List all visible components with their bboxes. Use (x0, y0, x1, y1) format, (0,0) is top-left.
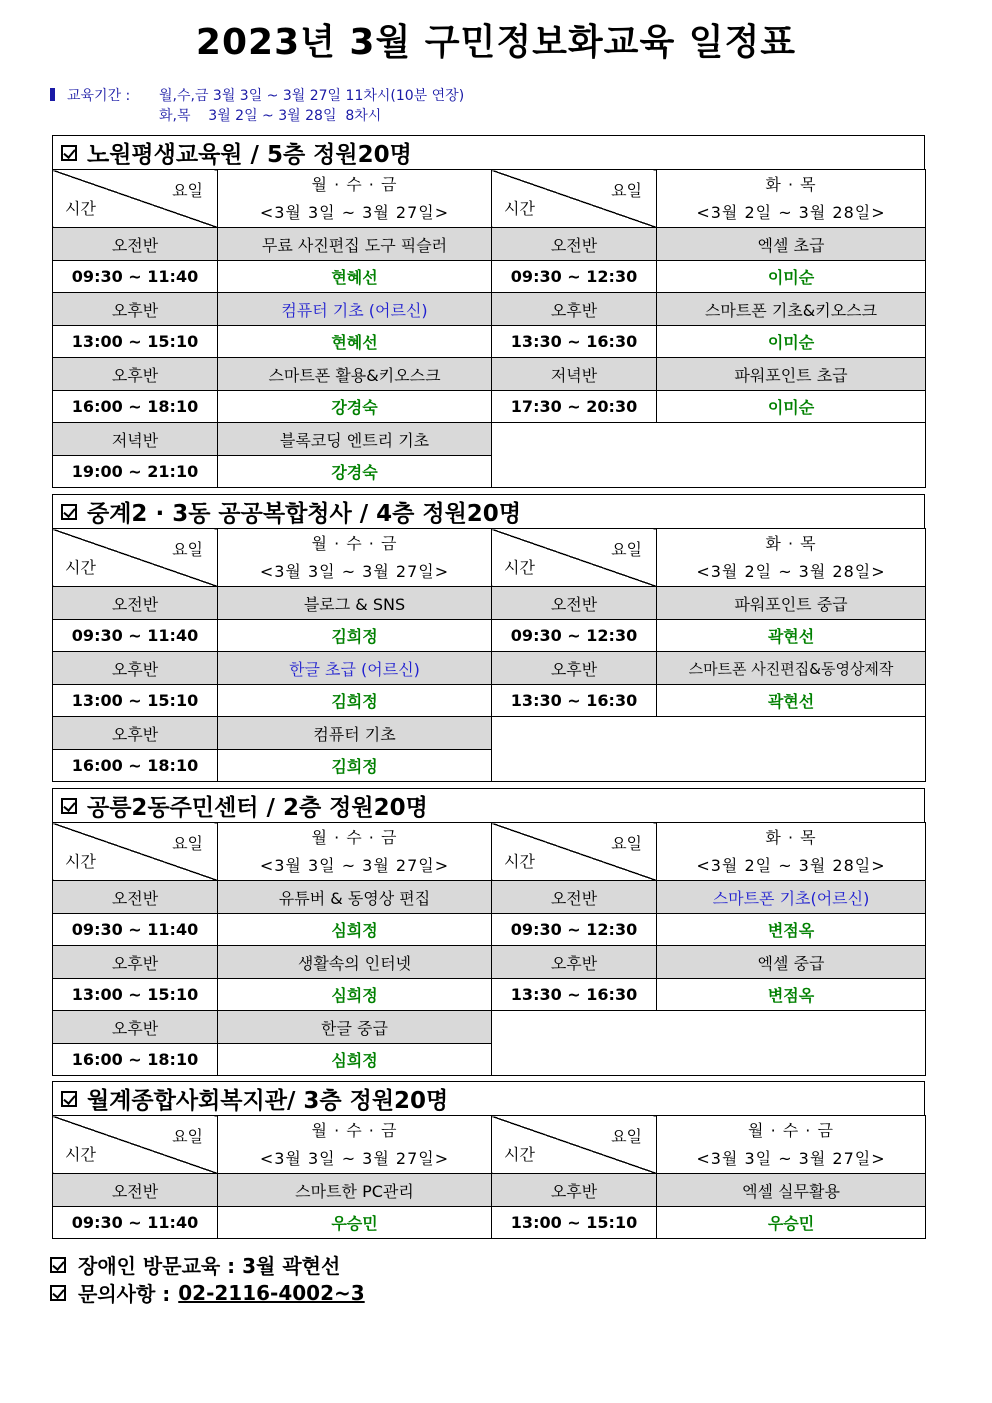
header-time-label: 시간 (504, 852, 535, 871)
class-time: 13:00 ~ 15:10 (53, 979, 218, 1011)
empty-cell (492, 423, 926, 488)
course-name: 스마트폰 사진편집&동영상제작 (657, 652, 926, 685)
header-day-label: 요일 (172, 540, 203, 559)
section-title (52, 494, 925, 528)
header-diagonal-cell (53, 1116, 218, 1174)
class-time: 16:00 ~ 18:10 (53, 1044, 218, 1076)
checkbox-icon (61, 145, 77, 161)
header-time-label: 시간 (65, 1145, 96, 1164)
class-slot: 오전반 (53, 587, 218, 620)
section-title (52, 135, 925, 169)
header-mwf (218, 823, 492, 881)
empty-cell (492, 1011, 926, 1076)
header-time-label: 시간 (504, 1145, 535, 1164)
class-slot: 오전반 (53, 228, 218, 261)
instructor-name: 변점옥 (657, 979, 926, 1011)
label-text: 문의사항 : (78, 1282, 171, 1306)
day-group-label: 월 · 수 · 금 (748, 1120, 834, 1140)
day-group-label: <3월 3일 ~ 3월 27일> (259, 855, 450, 875)
schedule-table (52, 822, 926, 1076)
instructor-name: 우승민 (657, 1207, 926, 1239)
instructor-name: 김희정 (218, 750, 492, 782)
class-slot: 오전반 (492, 587, 657, 620)
class-slot: 저녁반 (53, 423, 218, 456)
label-text: 중계2 · 3동 공공복합청사 / 4층 정원20명 (87, 501, 522, 527)
day-group-label: 월 · 수 · 금 (311, 533, 398, 553)
instructor-name: 곽현선 (657, 620, 926, 652)
day-group-label: 월 · 수 · 금 (311, 174, 398, 194)
instructor-name: 김희정 (218, 685, 492, 717)
section-junggye (52, 494, 925, 782)
label-text: 공릉2동주민센터 / 2층 정원20명 (87, 795, 428, 821)
day-group-label: 화 · 목 (765, 533, 817, 553)
header-mwf (218, 170, 492, 228)
course-name: 스마트폰 기초(어르신) (657, 881, 926, 914)
schedule-table (52, 169, 926, 488)
day-group-label: <3월 3일 ~ 3월 27일> (259, 1148, 450, 1168)
header-time-label: 시간 (65, 558, 96, 577)
label-text: 월계종합사회복지관/ 3층 정원20명 (87, 1088, 449, 1114)
day-group-label: 월 · 수 · 금 (311, 827, 398, 847)
instructor-name: 이미순 (657, 391, 926, 423)
instructor-name: 김희정 (218, 620, 492, 652)
course-name: 블로그 & SNS (218, 587, 492, 620)
footer-contact (50, 1278, 365, 1307)
class-time: 13:30 ~ 16:30 (492, 326, 657, 358)
class-slot: 오전반 (53, 1174, 218, 1207)
class-time: 13:30 ~ 16:30 (492, 685, 657, 717)
course-name: 무료 사진편집 도구 픽슬러 (218, 228, 492, 261)
header-day-label: 요일 (611, 1127, 642, 1146)
section-gongneung (52, 788, 925, 1076)
class-slot: 오후반 (492, 1174, 657, 1207)
course-name: 엑셀 중급 (657, 946, 926, 979)
instructor-name: 심희정 (218, 979, 492, 1011)
footer-visit (50, 1250, 340, 1279)
header-mwf (218, 1116, 492, 1174)
header-time-label: 시간 (65, 199, 96, 218)
header-diagonal-cell (492, 823, 657, 881)
class-time: 09:30 ~ 11:40 (53, 1207, 218, 1239)
day-group-label: <3월 2일 ~ 3월 28일> (696, 855, 886, 875)
contact-phone: 02-2116-4002~3 (178, 1280, 365, 1305)
label-text: 장애인 방문교육 : 3월 곽현선 (78, 1254, 341, 1278)
checkbox-icon (61, 504, 77, 520)
period-line2: 화,목 3월 2일 ~ 3월 28일 8차시 (159, 108, 382, 124)
header-diagonal-cell (53, 170, 218, 228)
class-slot: 오전반 (53, 881, 218, 914)
period-line1: 월,수,금 3월 3일 ~ 3월 27일 11차시(10분 연장) (159, 88, 465, 104)
label-text: 노원평생교육원 / 5층 정원20명 (87, 142, 412, 168)
course-name: 컴퓨터 기초 (218, 717, 492, 750)
course-name: 유튜버 & 동영상 편집 (218, 881, 492, 914)
class-time: 16:00 ~ 18:10 (53, 750, 218, 782)
section-title (52, 788, 925, 822)
course-name: 스마트폰 기초&키오스크 (657, 293, 926, 326)
instructor-name: 심희정 (218, 1044, 492, 1076)
course-name: 엑셀 실무활용 (657, 1174, 926, 1207)
day-group-label: <3월 3일 ~ 3월 27일> (259, 561, 450, 581)
header-day-label: 요일 (172, 834, 203, 853)
checkbox-icon (61, 1091, 77, 1107)
instructor-name: 곽현선 (657, 685, 926, 717)
instructor-name: 변점옥 (657, 914, 926, 946)
class-slot: 오후반 (53, 1011, 218, 1044)
instructor-name: 심희정 (218, 914, 492, 946)
header-day-label: 요일 (172, 181, 203, 200)
course-name: 블록코딩 엔트리 기초 (218, 423, 492, 456)
class-slot: 오후반 (53, 293, 218, 326)
class-time: 09:30 ~ 12:30 (492, 261, 657, 293)
class-slot: 오후반 (492, 652, 657, 685)
header-time-label: 시간 (65, 852, 96, 871)
instructor-name: 현혜선 (218, 261, 492, 293)
education-period (50, 86, 464, 126)
header-mwf (218, 529, 492, 587)
course-name: 한글 중급 (218, 1011, 492, 1044)
class-time: 17:30 ~ 20:30 (492, 391, 657, 423)
empty-cell (492, 717, 926, 782)
period-label: 교육기간 : (67, 88, 131, 104)
instructor-name: 강경숙 (218, 456, 492, 488)
header-time-label: 시간 (504, 199, 535, 218)
course-name: 스마트한 PC관리 (218, 1174, 492, 1207)
header-tt (657, 529, 926, 587)
class-time: 13:30 ~ 16:30 (492, 979, 657, 1011)
header-day-label: 요일 (172, 1127, 203, 1146)
header-diagonal-cell (492, 170, 657, 228)
section-title (52, 1081, 925, 1115)
header-time-label: 시간 (504, 558, 535, 577)
class-slot: 오후반 (492, 946, 657, 979)
header-day-label: 요일 (611, 834, 642, 853)
page-title: 2023년 3월 구민정보화교육 일정표 (195, 22, 797, 63)
header-diagonal-cell (492, 1116, 657, 1174)
checkbox-icon (50, 1285, 66, 1301)
class-time: 19:00 ~ 21:10 (53, 456, 218, 488)
class-time: 09:30 ~ 11:40 (53, 261, 218, 293)
class-slot: 오후반 (53, 717, 218, 750)
course-name: 엑셀 초급 (657, 228, 926, 261)
class-slot: 저녁반 (492, 358, 657, 391)
class-time: 09:30 ~ 12:30 (492, 620, 657, 652)
day-group-label: <3월 3일 ~ 3월 27일> (696, 1148, 886, 1168)
course-name: 파워포인트 중급 (657, 587, 926, 620)
instructor-name: 강경숙 (218, 391, 492, 423)
instructor-name: 현혜선 (218, 326, 492, 358)
class-slot: 오후반 (492, 293, 657, 326)
header-diagonal-cell (492, 529, 657, 587)
class-time: 13:00 ~ 15:10 (53, 685, 218, 717)
course-name: 파워포인트 초급 (657, 358, 926, 391)
day-group-label: <3월 3일 ~ 3월 27일> (259, 202, 450, 222)
checkbox-icon (50, 1257, 66, 1273)
class-time: 13:00 ~ 15:10 (492, 1207, 657, 1239)
bullet-bar-icon (50, 88, 55, 101)
schedule-table (52, 1115, 926, 1239)
class-slot: 오후반 (53, 358, 218, 391)
day-group-label: <3월 2일 ~ 3월 28일> (696, 561, 886, 581)
checkbox-icon (61, 798, 77, 814)
instructor-name: 이미순 (657, 261, 926, 293)
header-tt (657, 823, 926, 881)
course-name: 생활속의 인터넷 (218, 946, 492, 979)
schedule-table (52, 528, 926, 782)
day-group-label: <3월 2일 ~ 3월 28일> (696, 202, 886, 222)
section-nowon (52, 135, 925, 488)
day-group-label: 화 · 목 (765, 174, 817, 194)
class-slot: 오후반 (53, 946, 218, 979)
class-slot: 오후반 (53, 652, 218, 685)
header-day-label: 요일 (611, 540, 642, 559)
day-group-label: 월 · 수 · 금 (311, 1120, 398, 1140)
class-slot: 오전반 (492, 228, 657, 261)
header-diagonal-cell (53, 823, 218, 881)
class-time: 16:00 ~ 18:10 (53, 391, 218, 423)
course-name: 스마트폰 활용&키오스크 (218, 358, 492, 391)
section-wolgye (52, 1081, 925, 1239)
instructor-name: 우승민 (218, 1207, 492, 1239)
header-day-label: 요일 (611, 181, 642, 200)
class-time: 09:30 ~ 11:40 (53, 914, 218, 946)
header-mwf (657, 1116, 926, 1174)
header-tt (657, 170, 926, 228)
class-time: 13:00 ~ 15:10 (53, 326, 218, 358)
course-name: 컴퓨터 기초 (어르신) (218, 293, 492, 326)
class-time: 09:30 ~ 12:30 (492, 914, 657, 946)
day-group-label: 화 · 목 (765, 827, 817, 847)
class-slot: 오전반 (492, 881, 657, 914)
course-name: 한글 초급 (어르신) (218, 652, 492, 685)
class-time: 09:30 ~ 11:40 (53, 620, 218, 652)
instructor-name: 이미순 (657, 326, 926, 358)
header-diagonal-cell (53, 529, 218, 587)
